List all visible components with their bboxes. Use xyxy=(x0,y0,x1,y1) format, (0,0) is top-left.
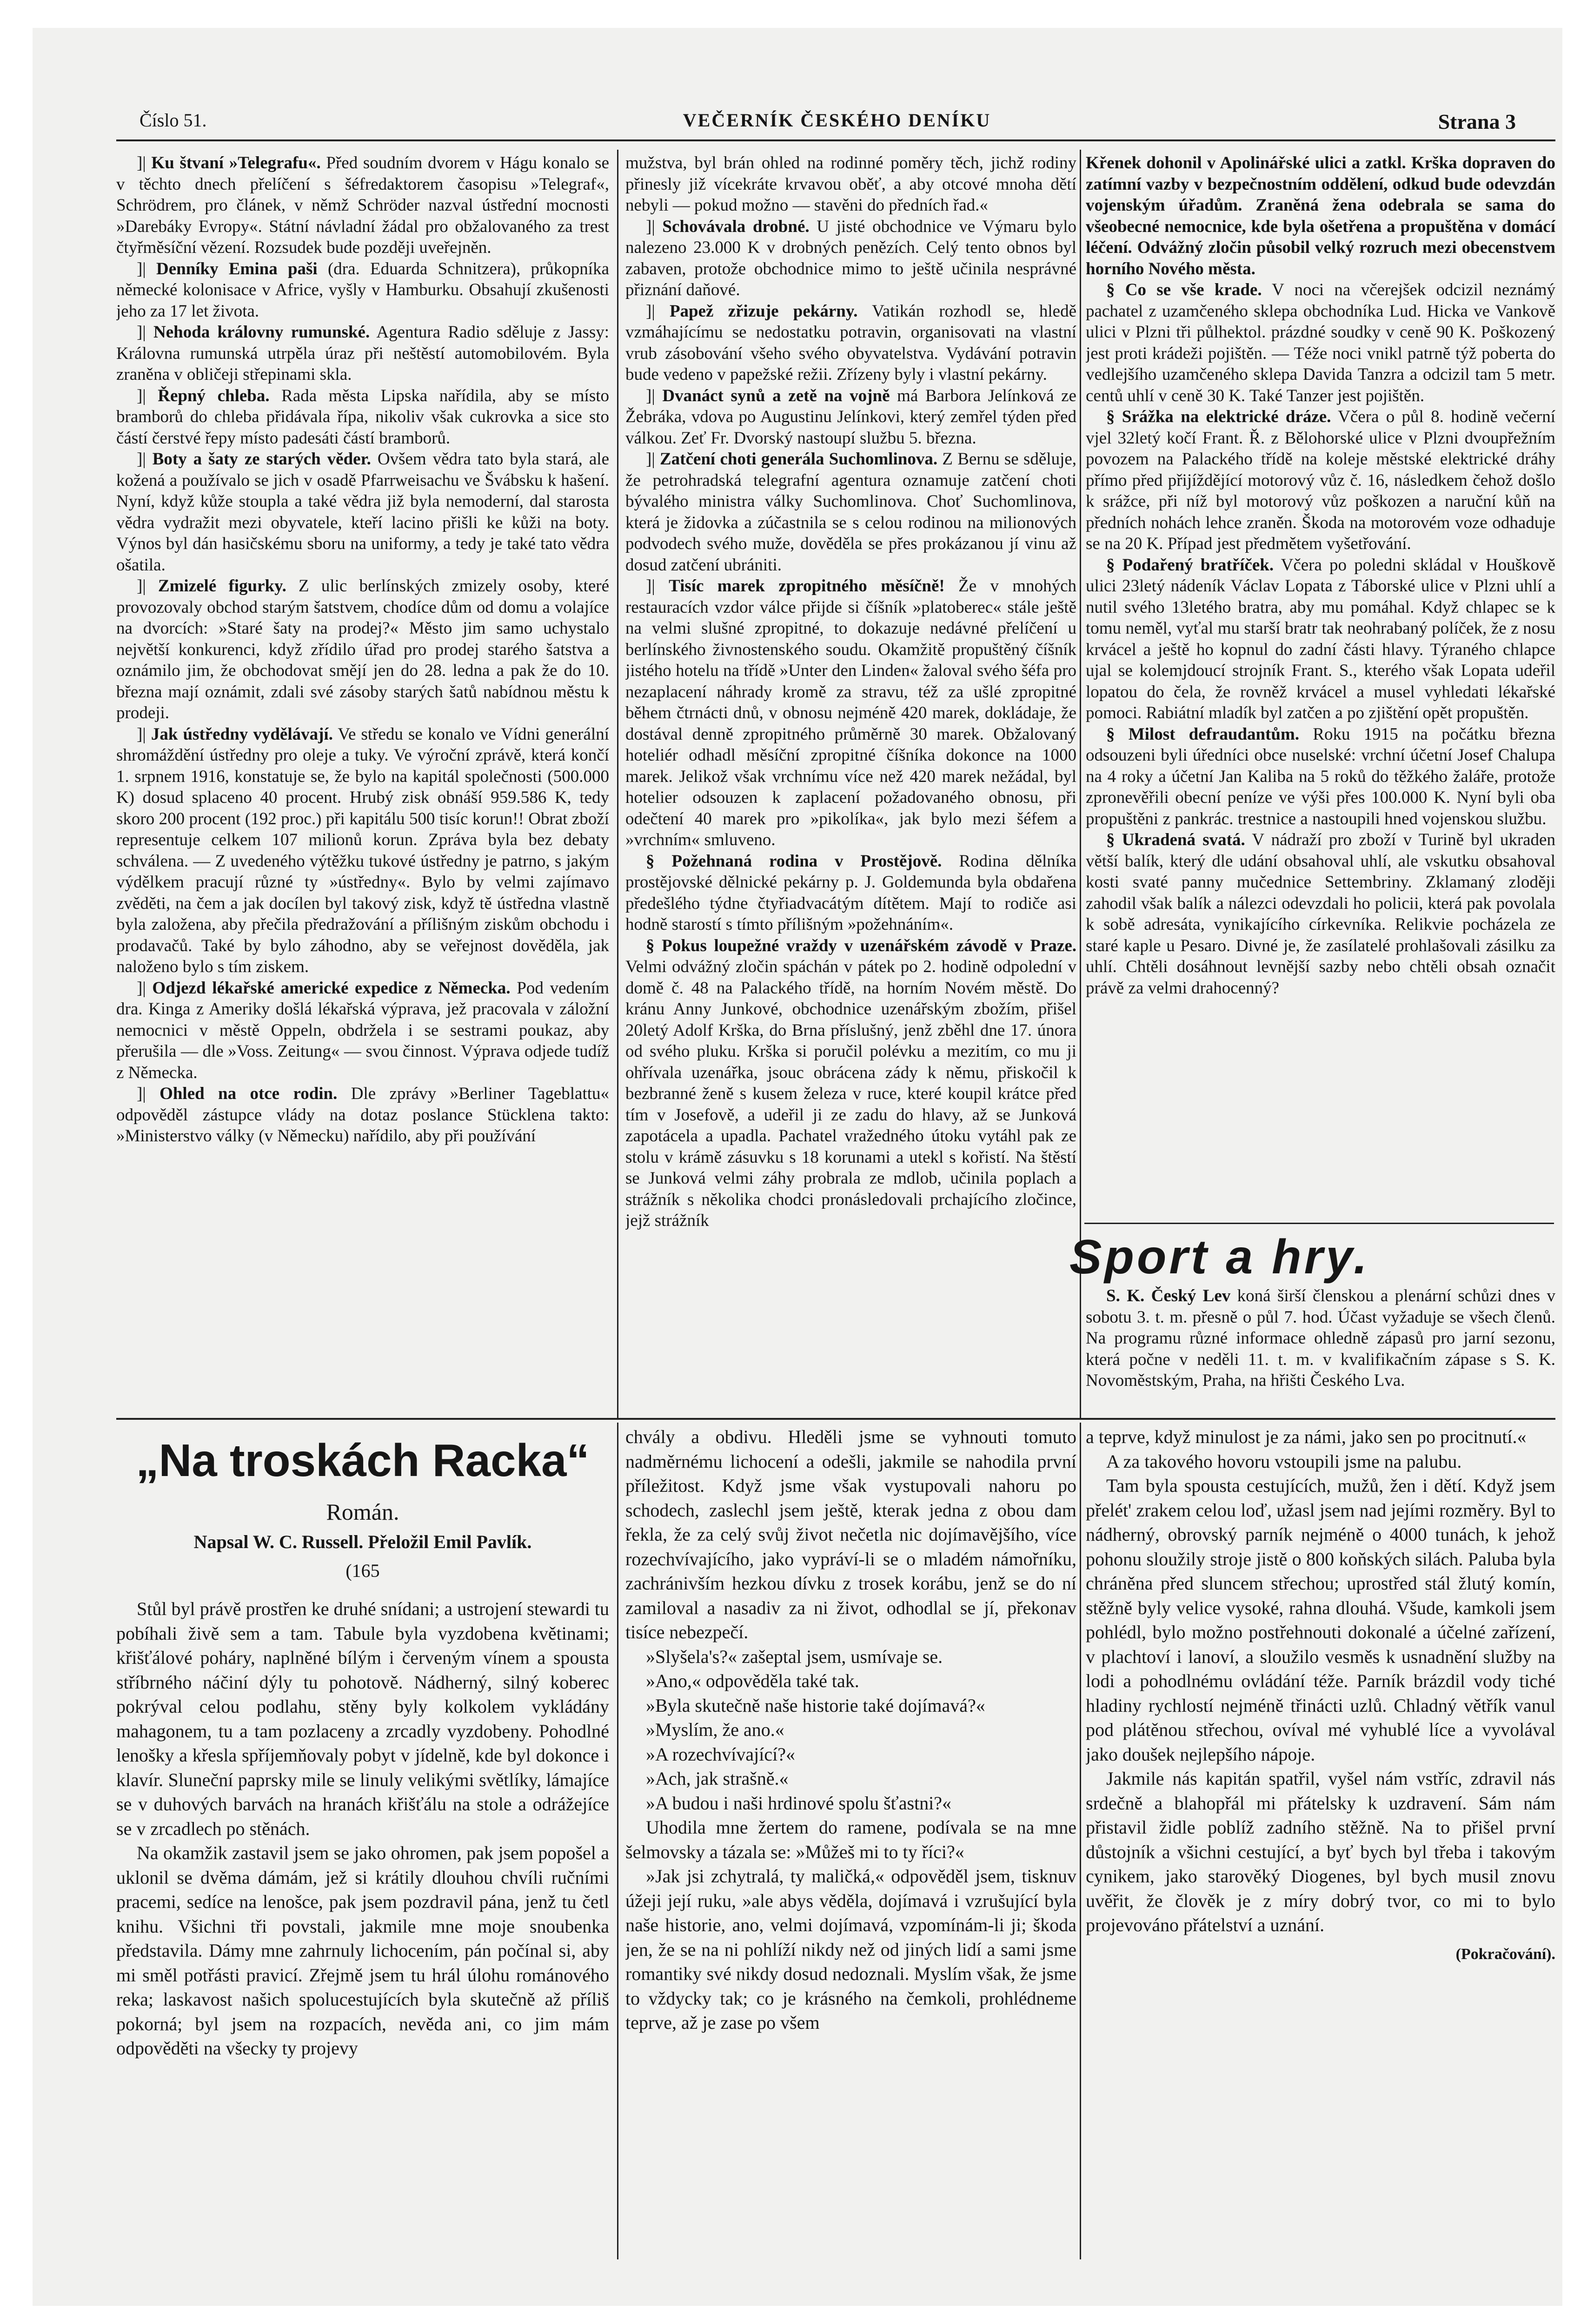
news-item xyxy=(1086,406,1555,555)
news-text: Agentura Radio sděluje z Jassy: Královna rumunská utrpěla úraz při neštěstí automobilovém. Byla zraněna v obličeji střepinami skla. xyxy=(116,323,609,384)
news-headline: Boty a šaty ze starých věder. xyxy=(152,450,371,469)
novel-paragraph: »Byla skutečně naše historie také dojímavá?« xyxy=(646,1695,985,1716)
news-text: Včera o půl 8. hodině večerní vjel 32letý kočí Frant. Ř. z Bělohorské ulice v Plzni dvoupřežním povozem na Palackého třídě na koleje městské elektrické dráhy přímo před přijíždějící motorový vůz č. 16, následkem čehož došlo k srážce, při níž byl motorový vůz poškozen a naruční kůň na předních nohách lehce zraněn. Škoda na motorovém voze odhaduje se na 20 K. Případ jest předmětem vyšetřování. xyxy=(1086,407,1555,553)
news-text: Velmi odvážný zločin spáchán v pátek po 2. hodině odpolední v domě č. 48 na Palackého třídě, na horním Novém městě. Do kránu Anny Junkové, obchodnice uzenářským zbožím, přišel 20letý Adolf Krška, do Brna příslušný, jenž zběhl dne 17. února od svého pluku. Krška si poručil polévku a mezitím, co mu ji ohřívala uzenářka, jsouc obrácena zády k němu, přiskočil k bezbranné ženě s kusem železa v ruce, které koupil krátce před tím v Josefově, a udeřil ji ze zadu do hlavy, až se Junková zapotácela a upadla. Pachatel vražedného útoku vytáhl pak ze stolu v krámě zásuvku s 18 korunami a utekl s kořistí. Na štěstí se Junková velmi záhy probrala ze mdlob, učinila poplach a strážník s několika chodci pronásledovali prchajícího zločince, jejž strážník xyxy=(625,957,1076,1230)
news-item: ]| Denníky Emina paši (dra. Eduarda Schnitzera), průkopníka německé kolonisace v Africe, vyšly v Hamburku. Obsahují zkušenosti jeho za 17 let života. xyxy=(116,259,609,321)
news-headline: Schovávala drobné. xyxy=(662,217,810,236)
news-item: ]| Boty a šaty ze starých věder. Ovšem vědra tato byla stará, ale kožená a používalo se jich v osadě Pfarrweisachu ve Švábsku k hašení. Nyní, když kůže stoupla a také vědra již byla nemoderní, dal starosta vědra vydražit mezi obyvatele, kteří lacino přišli ke kůži na boty. Výnos byl dán hasičskému sboru na uniformy, a tedy je také tato vědra ošatila. xyxy=(116,450,609,575)
news-headline: § Pokus loupežné vraždy v uzenářském závodě v Praze. xyxy=(646,936,1076,955)
news-headline: § Milost defraudantům. xyxy=(1106,724,1300,744)
page-number: Strana 3 xyxy=(1438,110,1516,133)
news-headline: Ohled na otce rodin. xyxy=(159,1084,338,1103)
news-headline: § Ukradená svatá. xyxy=(1106,830,1245,849)
novel-paragraph: Tam byla spousta cestujících, mužů, žen i dětí. Když jsem přelét' zrakem celou loď, užasl jsem nad jejími rozměry. Byl to nádherný, obrovský parník nejméně o 4000 tunách, k jehož pohonu sloužily stroje jistě o 800 koňských silách. Paluba byla chráněna před sluncem střechou; uprostřed stál žlutý komín, stěžně byly velice vysoké, rahna dlouhá. Všude, kamkoli jsem pohlédl, bylo možno postřehnouti dokonalé a účelné zařízení, v plachtoví i lanoví, a sloužilo vesměs k usnadnění služby na lodi a pohodlnému ovládání téže. Parník brázdil vody tiché hladiny rychlostí nejméně třinácti uzlů. Chladný větřík vanul pod plátěnou střechou, ovíval mé vyhublé líce a vyvolával jako doušek nejlepšího nápoje. xyxy=(1086,1475,1555,1765)
novel-paragraph: »Slyšela's?« zašeptal jsem, usmívaje se. xyxy=(646,1646,943,1667)
news-column-2 xyxy=(625,152,1076,1408)
news-item: ]| Nehoda královny rumunské. Agentura Radio sděluje z Jassy: Královna rumunská utrpěla úraz při neštěstí automobilovém. Byla zraněna v obličeji střepinami skla. xyxy=(116,323,609,384)
news-headline: Ku štvaní »Telegrafu«. xyxy=(151,153,321,172)
news-item: ]| Zatčení choti generála Suchomlinova. Z Bernu se sděluje, že petrohradská telegrafní agentura oznamuje zatčení choti bývalého ministra války Suchomlinova. Choť Suchomlinova, která je židovka a zúčastnila se s celou rodinou na milionových podvodech svého muže, dověděla se přes prokázanou jí vinu až dosud zatčení ubrániti. xyxy=(625,450,1076,575)
news-text: (dra. Eduarda Schnitzera), průkopníka německé kolonisace v Africe, vyšly v Hamburku. Obsahují zkušenosti jeho za 17 let života. xyxy=(116,259,609,321)
news-item: ]| Dvanáct synů a zetě na vojně má Barbora Jelínková ze Žebráka, vdova po Augustinu Jelínkovi, který zemřel týden před válkou. Zeť Fr. Dvorský nastoupí službu 5. března. xyxy=(625,386,1076,448)
news-headline: Tisíc marek zpropitného měsíčně! xyxy=(669,576,945,596)
news-text: V noci na včerejšek odcizil neznámý pachatel z uzamčeného sklepa obchodníka Lud. Hicka ve Vankově ulici v Plzni tři půlhektol. prázdné soudky v ceně 90 K. Poškozený jest proti krádeži pojištěn. — Téže noci vnikl patrně týž poberta do vedlejšího uzamčeného sklepa Davida Tanzra a odcizil tam 5 metr. centů uhlí v ceně 30 K. Také Tanzer jest pojištěn. xyxy=(1086,280,1555,405)
news-text: Ovšem vědra tato byla stará, ale kožená a používalo se jich v osadě Pfarrweisachu ve Švábsku k hašení. Nyní, když kůže stoupla a také vědra již byla nemoderní, dal starosta vědra vydražit mezi obyvatele, kteří lacino přišli ke kůži na boty. Výnos byl dán hasičskému sboru na uniformy, a tedy je také tato vědra ošatila. xyxy=(116,450,609,575)
news-text: Roku 1915 na počátku března odsouzeni byli úředníci obce nuselské: vrchní účetní Josef Chalupa na 4 roky a účetní Jan Kaliba na 5 roků do těžkého žaláře, protože zpronevěřili obecní peníze ve výši přes 100.000 K. Nyní byli oba propuštěni z pankrác. trestnice a nastoupili hned vojenskou službu. xyxy=(1086,724,1555,828)
issue-number: Číslo 51. xyxy=(139,110,207,131)
news-item: ]| Ku štvaní »Telegrafu«. Před soudním dvorem v Hágu konalo se v těchto dnech přelíčení s šéfredaktorem časopisu »Telegraf«, Schrödrem, pro článek, v němž Schröder nazval ústřední mocnosti »Darebáky Evropy«. Státní návladní žádal pro obžalovaného za trest čtyřměsíční vězení. Rozsudek bude později uveřejněn. xyxy=(116,153,609,257)
news-headline: Denníky Emina paši xyxy=(156,259,318,278)
news-text: Před soudním dvorem v Hágu konalo se v těchto dnech přelíčení s šéfredaktorem časopisu »Telegraf«, Schrödrem, pro článek, v němž Schröder nazval ústřední mocnosti »Darebáky Evropy«. Státní návladní žádal pro obžalovaného za trest čtyřměsíční vězení. Rozsudek bude později uveřejněn. xyxy=(116,153,609,257)
novel-title: „Na troskách Racka“ xyxy=(136,1435,590,1486)
novel-paragraph: »Jak jsi zchytralá, ty maličká,« odpověděl jsem, tisknuv úžeji její ruku, »ale abys věděla, dojímavá i vzrušující byla naše historie, ano, velmi dojímavá, vzpomínám-li ji; škoda jen, že se na ni pohlíží nikdy než od jiných lidí a sami jsme romantiky své nikdy dosud nedoznali. Myslím však, že jsme to vždycky tak; co je krásného na čemkoli, prohlédneme teprve, až je zase po všem xyxy=(625,1866,1076,2033)
novel-paragraph: »A budou i naši hrdinové spolu šťastni?« xyxy=(646,1792,952,1814)
news-headline: Řepný chleba. xyxy=(158,386,270,405)
news-item: ]| Jak ústředny vydělávají. Ve středu se konalo ve Vídni generální shromáždění ústředny pro oleje a tuky. Ve výroční zprávě, která končí 1. srpnem 1916, konstatuje se, že bylo na kapitál společnosti (500.000 K) dosud splaceno 40 procent. Hrubý zisk obnáší 959.586 K, tedy skoro 200 procent (192 proc.) při kapitálu 500 tisíc korun!! Obrat zboží representuje celkem 107 milionů korun. Zpráva byla bez debaty schválena. — Z uvedeného výtěžku tukové ústředny je patrno, s jakým výdělkem pracují různé ty »ústředny«. Bylo by velmi zajímavo zvěděti, na čem a jak docílen byl takový zisk, když tě ústředna vlastně byla založena, aby přečila předražování a přílišným ziskům obchodu i prodavačů. Také by bylo záhodno, aby se veřejnost dověděla, jak naloženo bylo s tím ziskem. xyxy=(116,724,609,976)
news-item xyxy=(1086,555,1555,724)
masthead-title: VEČERNÍK ČESKÉHO DENÍKU xyxy=(683,110,991,131)
news-text: Dle zprávy »Berliner Tageblattu« odpověděl zástupce vlády na dotaz poslance Stücklena takto: »Ministerstvo války (v Německu) nařídilo, aby při používání xyxy=(116,1084,609,1145)
news-item xyxy=(1086,152,1555,279)
news-headline: Zmizelé figurky. xyxy=(158,576,286,596)
novel-paragraph: chvály a obdivu. Hleděli jsme se vyhnouti tomuto nadměrnému lichocení a odešli, jakmile se nahodila první příležitost. Když jsme však vystupovali nahoru po schodech, zaslechl jsem ještě, kterak jedna z obou dam řekla, že za celý svůj život nečetla nic dojímavějšího, více rozechvívajícího, jako vypráví-li se o mladém námořníku, zachránivším hezkou dívku z trosek korábu, jenž se do ní zamiloval a nasadiv za ni život, odhodlal se jí, překonav tisíce nebezpečí. xyxy=(625,1426,1076,1642)
news-item xyxy=(1086,724,1555,830)
news-headline: § Srážka na elektrické dráze. xyxy=(1106,407,1331,426)
novel-paragraph: Jakmile nás kapitán spatřil, vyšel nám vstříc, zdravil nás srdečně a blahopřál mi přátelsky k uzdravení. Sám nám přistavil židle poblíž zadního stěžně. Na to přišel první důstojník a všichni cestující, a byť bych byl třeba i takovým cynikem, jako starověký Diogenes, byl bych musil znovu uvěřit, že člověk je z míry dobrý tvor, co mi to bylo projevováno přátelství a uznání. xyxy=(1086,1768,1555,1935)
column-divider xyxy=(1080,1423,1081,2259)
news-headline: Odjezd lékařské americké expedice z Německa. xyxy=(152,978,511,998)
news-column-1 xyxy=(116,152,609,1408)
novel-paragraph: Stůl byl právě prostřen ke druhé snídani; a ustrojení stewardi tu pobíhali živě sem a tam. Tabule byla vyzdobena květinami; křišťálové poháry, naplněné bílým i červeným vínem a spousta stříbrného náčiní dýly tu pohotově. Nádherný, silný koberec pokrýval celou podlahu, stěny byly kolkolem vykládány mahagonem, tu a tam pozlaceny a zrcadly vyzdobeny. Pohodlné lenošky a křesla spříjemňovaly pobyt v jídelně, kde byl dokonce i klavír. Sluneční paprsky mile se linuly velikými světlíky, lámajíce se v duhových barvách na hranách křišťálu na stole a odrážejíce se v zrcadlech po stěnách. xyxy=(116,1598,609,1839)
news-item: ]| Zmizelé figurky. Z ulic berlínských zmizely osoby, které provozovaly obchod starým šatstvem, chodíce dům od domu a volajíce na dvorcích: »Staré šaty na prodej?« Město jim samo uchystalo největší konkurenci, když zřídilo úřad pro prodej starého šatstva a oznámilo jim, že obchodovat smějí jen do 28. ledna a pak že do 10. března mají oznámit, zdali své zásoby starých šatů nabídnou městu k prodeji. xyxy=(116,576,609,722)
news-text: Ve středu se konalo ve Vídni generální shromáždění ústředny pro oleje a tuky. Ve výroční zprávě, která končí 1. srpnem 1916, konstatuje se, že bylo na kapitál společnosti (500.000 K) dosud splaceno 40 procent. Hrubý zisk obnáší 959.586 K, tedy skoro 200 procent (192 proc.) při kapitálu 500 tisíc korun!! Obrat zboží representuje celkem 107 milionů korun. Zpráva byla bez debaty schválena. — Z uvedeného výtěžku tukové ústředny je patrno, s jakým výdělkem pracují různé ty »ústředny«. Bylo by velmi zajímavo zvěděti, na čem a jak docílen byl takový zisk, když tě ústředna vlastně byla založena, aby přečila předražování a přílišným ziskům obchodu i prodavačů. Také by bylo záhodno, aby se veřejnost dověděla, jak naloženo bylo s tím ziskem. xyxy=(116,724,609,976)
novel-paragraph: »Ano,« odpověděla také tak. xyxy=(646,1670,859,1691)
news-item xyxy=(1086,829,1555,999)
news-headline: Jak ústředny vydělávají. xyxy=(151,724,333,744)
news-text: Včera po poledni skládal v Houškově ulici 23letý nádeník Václav Lopata z Táborské ulice v Plzni uhlí a nutil svého 13letého bratra, aby mu pomáhal. Když chlapec se k tomu neměl, vyťal mu starší bratr tak neohrabaný políček, že z nosu krvácel a ještě ho kopnul do zadní části hlavy. Týraného chlapce ujal se kolemjdoucí strojník Frant. S., kterého však Lopata udeřil lopatou do čela, že rovněž krvácel a musel vyhledati lékařské pomoci. Rabiátní mladík byl zatčen a po zjištění opět propuštěn. xyxy=(1086,555,1555,722)
novel-paragraph: A za takového hovoru vstoupili jsme na palubu. xyxy=(1106,1450,1462,1472)
news-item: ]| Tisíc marek zpropitného měsíčně! Že v mnohých restauracích vzdor válce přijde si číšník »platoberec« stále ještě na velmi slušné zpropitné, to dokazuje nedávné přelíčení u berlínského živnostenského soudu. Okamžitě propuštěný číšník jistého hotelu na třídě »Unter den Linden« žaloval svého šéfa pro nezaplacení náhrady kromě za stravu, též za ušlé zpropitné během čtrnácti dnů, v obnosu nejméně 420 marek, dokládaje, že dostával denně zpropitného průměrně 30 marek. Obžalovaný hoteliér odhadl měsíční zpropitné číšníka dokonce na 1000 marek. Jelikož však vrchnímu více než 420 marek nežádal, byl hotelier odsouzen k zaplacení požadovaného obnosu, při odečtení 40 marek pro »pikolíka«, jak bylo mezi šéfem a »vrchním« smluveno. xyxy=(625,576,1076,849)
news-item xyxy=(625,851,1076,935)
column-divider xyxy=(617,150,618,1419)
news-headline: Zatčení choti generála Suchomlinova. xyxy=(660,450,938,469)
news-text: má Barbora Jelínková ze Žebráka, vdova po Augustinu Jelínkovi, který zemřel týden před válkou. Zeť Fr. Dvorský nastoupí službu 5. března. xyxy=(625,386,1076,448)
news-text: Z Bernu se sděluje, že petrohradská telegrafní agentura oznamuje zatčení choti bývalého ministra války Suchomlinova. Choť Suchomlinova, která je židovka a zúčastnila se s celou rodinou na milionových podvodech svého muže, dověděla se přes prokázanou jí vinu až dosud zatčení ubrániti. xyxy=(625,450,1076,575)
news-headline: Papež zřizuje pekárny. xyxy=(669,301,858,321)
section-divider xyxy=(116,1418,1555,1420)
newspaper-page xyxy=(33,28,1562,2306)
novel-genre: Román. xyxy=(326,1499,399,1525)
sport-text: koná širší členskou a plenární schůzi dnes v sobotu 3. t. m. přesně o půl 7. hod. Účast vyžaduje se všech členů. Na programu různé informace ohledně zápasů pro jarní sezonu, která počne v neděli 11. t. m. v kvalifikačním zápase s S. K. Novoměstským, Praha, na hřišti Českého Lva. xyxy=(1086,1286,1555,1390)
news-text: U jisté obchodnice ve Výmaru bylo nalezeno 23.000 K v drobných penězích. Celý tento obnos byl zabaven, protože obchodnice mimo to ještě učinila nesprávné přiznání daňové. xyxy=(625,217,1076,299)
news-text: Že v mnohých restauracích vzdor válce přijde si číšník »platoberec« stále ještě na velmi slušné zpropitné, to dokazuje nedávné přelíčení u berlínského živnostenského soudu. Okamžitě propuštěný číšník jistého hotelu na třídě »Unter den Linden« žaloval svého šéfa pro nezaplacení náhrady kromě za stravu, též za ušlé zpropitné během čtrnácti dnů, v obnosu nejméně 420 marek, dokládaje, že dostával denně zpropitného průměrně 30 marek. Obžalovaný hoteliér odhadl měsíční zpropitné číšníka dokonce na 1000 marek. Jelikož však vrchnímu více než 420 marek nežádal, byl hotelier odsouzen k zaplacení požadovaného obnosu, při odečtení 40 marek pro »pikolíka«, jak bylo mezi šéfem a »vrchním« smluveno. xyxy=(625,576,1076,849)
news-item: ]| Ohled na otce rodin. Dle zprávy »Berliner Tageblattu« odpověděl zástupce vlády na dotaz poslance Stücklena takto: »Ministerstvo války (v Německu) nařídilo, aby při používání xyxy=(116,1084,609,1145)
novel-column-3 xyxy=(1086,1425,1555,2257)
novel-paragraph: Na okamžik zastavil jsem se jako ohromen, pak jsem popošel a uklonil se dvěma dámám, jež si krátily dlouhou chvíli ručními pracemi, sedíce na lenošce, pak jsem pozdravil pána, jenž tu četl knihu. Všichni tři povstali, jakmile mne mojе snoubenka představila. Dámy mne zahrnuly lichocením, pán počínal si, aby mi směl potřásti pravicí. Zřejmě jsem tu hrál úlohu románového reka; laskavost našich spolucestujících byla skutečně až příliš pokorná; byl jsem na rozpacích, nevěda ani, co jim mám odpověděti na všecky ty projevy xyxy=(116,1842,609,2059)
novel-column-2 xyxy=(625,1425,1076,2257)
news-headline: § Požehnaná rodina v Prostějově. xyxy=(646,851,942,871)
news-text: V nádraží pro zboží v Turině byl ukraden větší balík, který dle udání obsahoval uhlí, ale vskutku obsahoval kosti svaté panny mučednice Settembriny. Zklamaný zloději zahodil však balík a nálezci odevzdali ho policii, která pak povolala k sobě adresáta, vynikajícího církevníka. Relikvie pocházela ze staré kaple u Pesaro. Divné je, že zasílatelé prohlašovali zásilku za uhlí. Chtěli dosáhnout levnější sazby nebo chtěli obsah označit právě za velmi drahocenný? xyxy=(1086,830,1555,998)
news-text: Pod vedením dra. Kinga z Ameriky došlá lékařská výprava, jež pracovala v záložní nemocnici v městě Oppeln, obdržela i se sestrami poukaz, aby přerušila — dle »Voss. Zeitung« — svou činnost. Výprava odjede tudíž z Německa. xyxy=(116,978,609,1082)
novel-installment: (165 xyxy=(345,1560,380,1581)
news-item: ]| Odjezd lékařské americké expedice z Německa. Pod vedením dra. Kinga z Ameriky došlá lékařská výprava, jež pracovala v záložní nemocnici v městě Oppeln, obdržela i se sestrami poukaz, aby přerušila — dle »Voss. Zeitung« — svou činnost. Výprava odjede tudíž z Německa. xyxy=(116,978,609,1082)
sport-section-title: Sport a hry. xyxy=(1069,1230,1370,1284)
news-column-3 xyxy=(1086,152,1555,1403)
novel-author: Napsal W. C. Russell. Přeložil Emil Pavlík. xyxy=(193,1531,532,1552)
news-item: ]| Řepný chleba. Rada města Lipska nařídila, aby se místo bramborů do chleba přidávala řípa, nikoliv však cukrovka a sice sto částí čerstvé řepy místo padesáti částí bramborů. xyxy=(116,386,609,448)
novel-paragraph: Uhodila mne žertem do ramene, podívala se na mne šelmovsky a tázala se: »Můžeš mi to ty říci?« xyxy=(625,1817,1076,1862)
news-headline: § Co se vše krade. xyxy=(1106,280,1262,299)
novel-paragraph: »Myslím, že ano.« xyxy=(646,1719,784,1740)
news-text: Rada města Lipska nařídila, aby se místo bramborů do chleba přidávala řípa, nikoliv však cukrovka a sice sto částí čerstvé řepy místo padesáti částí bramborů. xyxy=(116,386,609,448)
news-text: Křenek dohonil v Apolinářské ulici a zatkl. Krška dopraven do zatímní vazby v bezpečnostním oddělení, odkud bude odevzdán vojenským úřadům. Zraněná žena odebrala se sama do všeobecné nemocnice, kde byla ošetřena a propuštěna v domácí léčení. Odvážný zločin působil velký rozruch mezi obecenstvem horního Nového města. xyxy=(1086,153,1555,278)
news-headline: § Podařený bratříček. xyxy=(1106,555,1274,575)
news-item: ]| Papež zřizuje pekárny. Vatikán rozhodl se, hledě vzmáhajícímu se nedostatku potravin, organisovati na vlastní vrub zásobování všeho svého obyvatelstva. Vydávání potravin bude vedeno v papežské režii. Zřízeny byly i vlastní pekárny. xyxy=(625,301,1076,384)
column-divider xyxy=(617,1423,618,2259)
news-item xyxy=(1086,279,1555,406)
news-headline: Dvanáct synů a zetě na vojně xyxy=(662,386,890,405)
header-rule xyxy=(116,139,1555,141)
novel-paragraph: »A rozechvívající?« xyxy=(646,1743,795,1765)
sport-headline: S. K. Český Lev xyxy=(1106,1286,1231,1305)
novel-paragraph: a teprve, když minulost je za námi, jako sen po procitnutí.« xyxy=(1086,1426,1527,1447)
news-item xyxy=(625,935,1076,1232)
novel-column-1 xyxy=(116,1597,609,2257)
news-text: Vatikán rozhodl se, hledě vzmáhajícímu se nedostatku potravin, organisovati na vlastní vrub zásobování všeho svého obyvatelstva. Vydávání potravin bude vedeno v papežské režii. Zřízeny byly i vlastní pekárny. xyxy=(625,301,1076,384)
novel-paragraph: »Ach, jak strašně.« xyxy=(646,1768,789,1789)
news-text: Rodina dělníka prostějovské dělnické pekárny p. J. Goldemunda byla obdařena předešlého týdne čtyřiadvacátým dítětem. Mají to rodiče asi hodně starostí s tímto přílišným »požehnáním«. xyxy=(625,851,1076,934)
news-text: mužstva, byl brán ohled na rodinné poměry těch, jichž rodiny přinesly již vícekráte krvavou oběť, a aby otcové mnoha dětí nebyli — pokud možno — stavěni do předních řad.« xyxy=(625,153,1076,215)
news-item: ]| Schovávala drobné. U jisté obchodnice ve Výmaru bylo nalezeno 23.000 K v drobných penězích. Celý tento obnos byl zabaven, protože obchodnice mimo to ještě učinila nesprávné přiznání daňové. xyxy=(625,217,1076,299)
news-item xyxy=(625,152,1076,216)
news-text: Z ulic berlínských zmizely osoby, které provozovaly obchod starým šatstvem, chodíce dům od domu a volajíce na dvorcích: »Staré šaty na prodej?« Město jim samo uchystalo největší konkurenci, když zřídilo úřad pro prodej starého šatstva a oznámilo jim, že obchodovat smějí jen do 28. ledna a pak že do 10. března mají oznámit, zdali své zásoby starých šatů nabídnou městu k prodeji. xyxy=(116,576,609,722)
sport-item xyxy=(1086,1285,1555,1411)
continuation-note: (Pokračování). xyxy=(1455,1945,1555,1963)
column-divider xyxy=(1080,150,1081,1419)
news-headline: Nehoda královny rumunské. xyxy=(153,323,370,342)
